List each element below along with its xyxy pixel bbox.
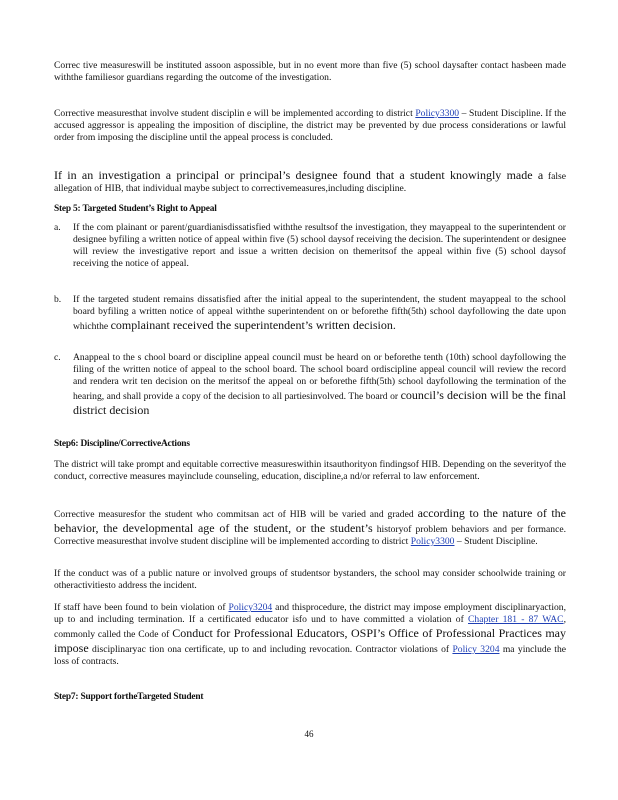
list-marker: b. [54, 294, 62, 305]
text-segment-large: council’s decision will be the final district decision [73, 388, 566, 417]
policy-3300-link[interactable]: Policy3300 [415, 108, 460, 119]
policy-3300-link[interactable]: Policy3300 [410, 536, 455, 547]
text-segment: – Student Discipline. If the accused aggressor is appealing the imposition of discipline, the district may be prevented by due process considerations or lawful order from imposing the discipline until the appeal process is concluded. [54, 108, 566, 143]
list-marker: c. [54, 352, 61, 363]
heading-step-7: Step7: Support fortheTargeted Student [54, 692, 204, 702]
text-segment: If the targeted student remains dissatisfied after the initial appeal to the superintendent, the student mayappeal to the school board byfiling a written notice of appeal withthe superintendent on or beforethe fifth(5th) school dayfollowing the date upon whichthe [73, 294, 566, 332]
page-number: 46 [304, 729, 314, 739]
text-segment: and thisprocedure, the district may impose employment disciplinaryaction, up to and including termination. If a certificated educator isfo und to have committed a violation of [54, 602, 566, 625]
list-item-a [54, 222, 570, 292]
heading-step-5: Step 5: Targeted Student’s Right to Appeal [54, 204, 217, 214]
text-segment-large: Conduct for Professional Educators, OSPI’s Office of Professional Practices may impose [54, 626, 566, 655]
text-segment: Corrective measuresfor the student who commitsan act of HIB will be varied and graded [54, 509, 414, 520]
text-segment: disciplinaryac tion ona certificate, up to and including revocation. Contractor violations of [92, 644, 450, 655]
text-segment-large: If in an investigation a principal or principal’s designee found that a student knowingly made a [54, 168, 544, 182]
chapter-181-87-wac-link[interactable]: Chapter 181 - 87 WAC [468, 614, 564, 625]
list-text [73, 352, 566, 418]
paragraph-staff-violation [54, 602, 566, 668]
text-segment: – Student Discipline. [454, 536, 538, 547]
text-segment-large: according to the nature of the behavior, the developmental age of the student, or the student’s [54, 506, 566, 535]
paragraph-prompt-measures: The district will take prompt and equitable corrective measureswithin itsauthorityon findingsof HIB. Depending on the severityof the conduct, corrective measures mayinclude counseling, education, discipline,a nd/or referral to law enforcement. [54, 459, 566, 482]
list-marker: a. [54, 222, 61, 233]
text-segment: ma yinclude the loss of contracts. [54, 644, 567, 667]
paragraph-corrective-timing: Correc tive measureswill be instituted assoon aspossible, but in no event more than five (5) school daysafter contact hasbeen made withthe familiesor guardians regarding the outcome of the investigation. [54, 60, 566, 83]
text-segment: Corrective measuresthat involve student disciplin e will be implemented according to district [54, 108, 413, 119]
text-segment: historyof problem behaviors and per formance. Corrective measuresthat involve student discipline will be implemented according to district [54, 524, 566, 547]
list-text [73, 294, 566, 333]
text-segment: false allegation of HIB, that individual maybe subject to correctivemeasures,including discipline. [54, 171, 566, 194]
paragraph-corrective-discipline [54, 108, 566, 144]
text-segment-large: complainant received the superintendent’s written decision. [110, 318, 396, 332]
text-segment: Anappeal to the s chool board or discipline appeal council must be heard on or beforethe tenth (10th) school dayfollowing the filing of the written notice of appeal to the school board. The school board ordiscipline appeal council will review the record and rendera writ ten decision on the meritsof the appeal on or beforethe fifth(5th) school dayfollowing the termination of the hearing, and shall provide a copy of the decision to all partiesinvolved. The board or [73, 352, 566, 402]
list-item-b [54, 294, 570, 346]
text-segment: If staff have been found to bein violation of [54, 602, 226, 613]
policy-3204-link[interactable]: Policy3204 [228, 602, 273, 613]
policy-3204-link[interactable]: Policy 3204 [452, 644, 500, 655]
paragraph-false-allegation [54, 168, 566, 195]
paragraph-graded-measures [54, 506, 566, 548]
text-segment: , commonly called the Code of [54, 614, 566, 640]
list-text: If the com plainant or parent/guardianisdissatisfied withthe resultsof the investigation, they mayappeal to the superintendent or designee byfiling a written notice of appeal within five (5) school daysof receiving the decision. The superintendent or designee will review the investigative report and issue a written decision on themeritsof the appeal within five (5) school daysof receiving the notice of appeal. [73, 222, 566, 269]
paragraph-public-conduct: If the conduct was of a public nature or involved groups of studentsor bystanders, the school may consider schoolwide training or otheractivitiesto address the incident. [54, 568, 566, 591]
list-item-c [54, 352, 570, 432]
heading-step-6: Step6: Discipline/CorrectiveActions [54, 439, 190, 449]
